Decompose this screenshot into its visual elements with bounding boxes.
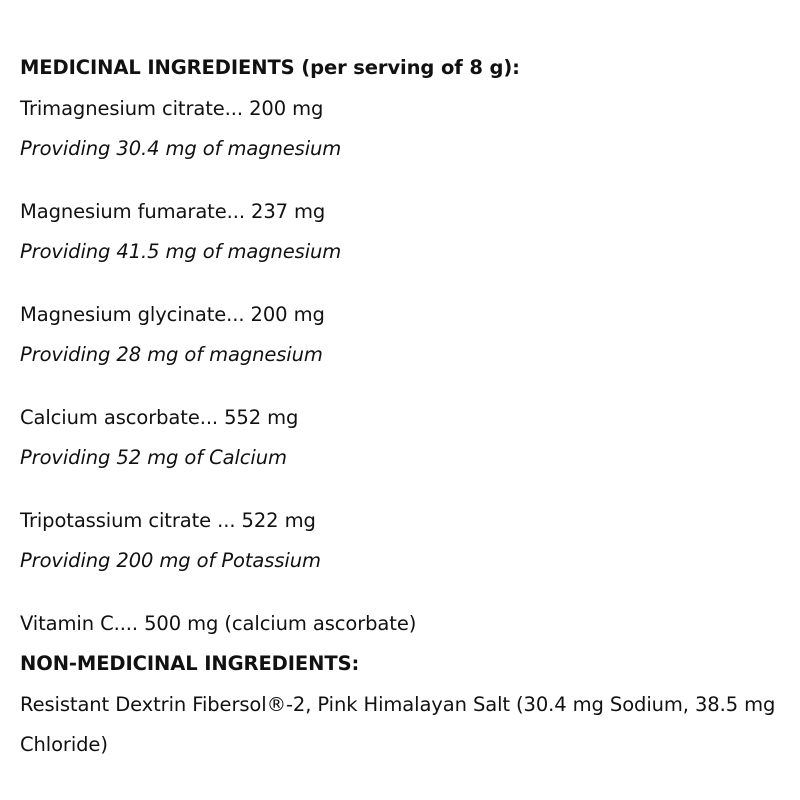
spacer (20, 273, 790, 295)
ingredient-name: Magnesium fumarate... 237 mg (20, 199, 326, 223)
ingredient-item (20, 192, 790, 273)
ingredient-providing: Providing 52 mg of Calcium (20, 446, 287, 469)
medicinal-ingredients-heading: MEDICINAL INGREDIENTS (per serving of 8 g): (20, 56, 520, 79)
ingredient-providing: Providing 28 mg of magnesium (20, 343, 323, 366)
non-medicinal-ingredients-text: Resistant Dextrin Fibersol®-2, Pink Himalayan Salt (30.4 mg Sodium, 38.5 mg Chloride) (20, 692, 776, 756)
ingredient-item (20, 89, 790, 170)
vitamin-c-line: Vitamin C.... 500 mg (calcium ascorbate) (20, 611, 417, 635)
non-medicinal-ingredients-heading: NON-MEDICINAL INGREDIENTS: (20, 652, 360, 675)
ingredient-item (20, 501, 790, 582)
spacer (20, 376, 790, 398)
ingredient-providing: Providing 41.5 mg of magnesium (20, 240, 342, 263)
ingredient-item (20, 398, 790, 479)
ingredient-name: Trimagnesium citrate... 200 mg (20, 96, 324, 120)
spacer (20, 479, 790, 501)
ingredient-name: Magnesium glycinate... 200 mg (20, 302, 325, 326)
ingredients-panel (20, 48, 790, 766)
ingredient-providing: Providing 30.4 mg of magnesium (20, 137, 342, 160)
ingredient-name: Tripotassium citrate ... 522 mg (20, 508, 316, 532)
spacer (20, 170, 790, 192)
ingredient-providing: Providing 200 mg of Potassium (20, 549, 321, 572)
ingredient-item (20, 295, 790, 376)
ingredient-name: Calcium ascorbate... 552 mg (20, 405, 299, 429)
spacer (20, 582, 790, 604)
